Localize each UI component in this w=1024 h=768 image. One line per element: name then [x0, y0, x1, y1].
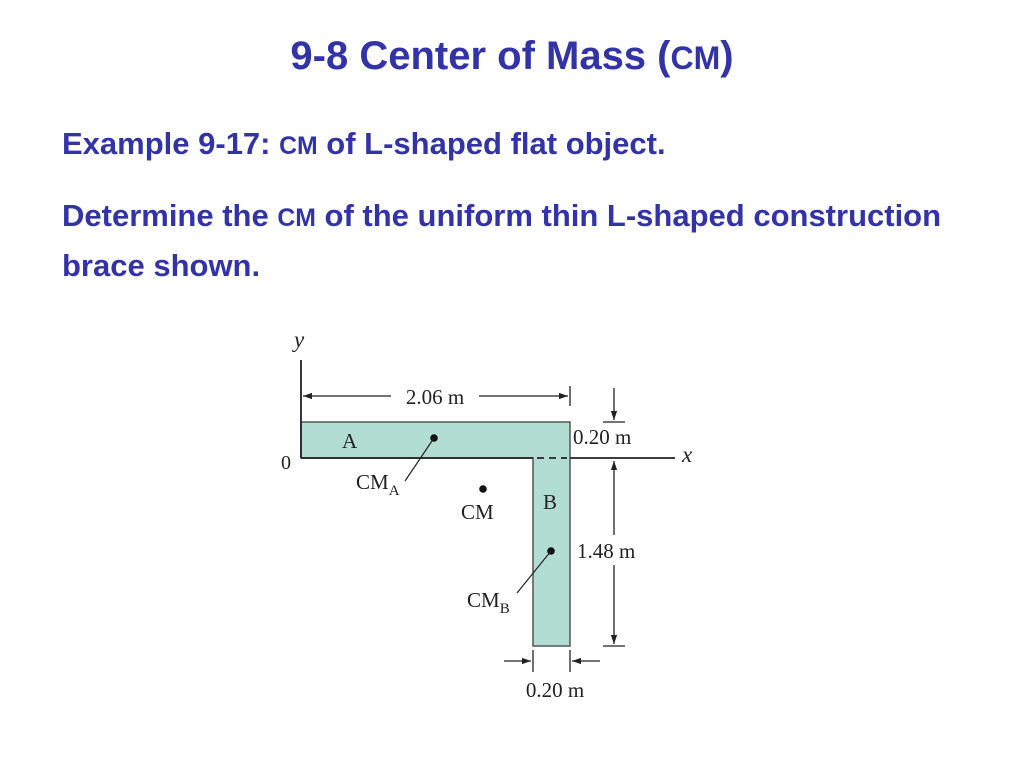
brace-shape [301, 422, 570, 646]
dim-b-label: 0.20 m [525, 678, 585, 702]
cm-a-label: $CM_A$ [356, 470, 400, 499]
y-axis-label: y [294, 327, 305, 352]
region-b-label: B [543, 490, 558, 514]
dim-a-label: 0.20 m [573, 425, 632, 449]
problem-statement: Determine the CM of the uniform thin L-shaped construction brace shown. [62, 198, 942, 283]
x-axis-label: x [682, 442, 693, 467]
dim-top-label: 2.06 m [405, 385, 465, 409]
dim-height-label: 1.48 m [577, 539, 636, 563]
cm-overall-label: CM [461, 500, 494, 524]
origin-label: 0 [281, 452, 291, 474]
region-a-label: A [342, 429, 358, 453]
example-heading: Example 9-17: CM of L-shaped flat object. [62, 126, 666, 161]
slide-title: 9-8 Center of Mass (CM) [290, 34, 734, 78]
cm-b-label: $CM_B$ [467, 588, 510, 617]
cm-overall-point [479, 485, 487, 493]
